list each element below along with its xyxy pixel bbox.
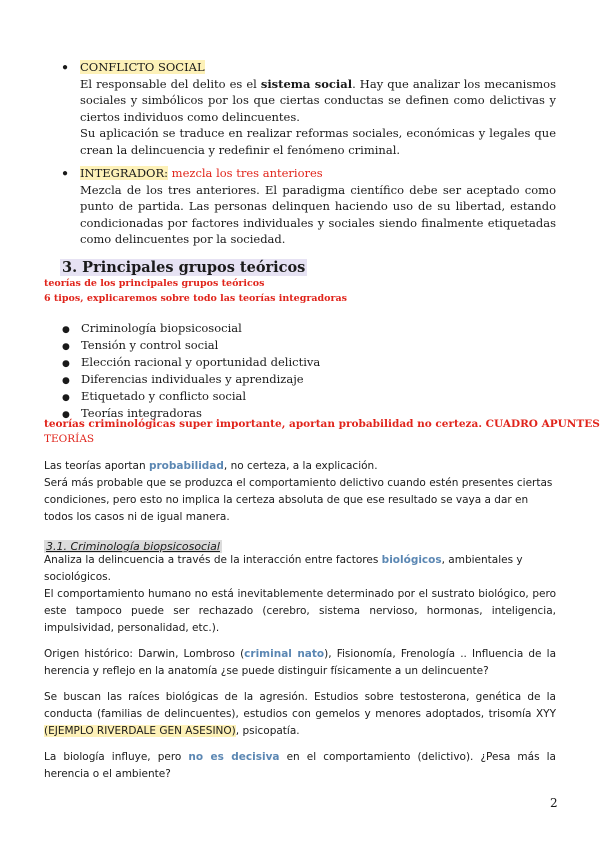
- conflicto-paragraph-2: Su aplicación se traduce en realizar reformas sociales, económicas y legales que crean la delincuencia y redefinir el fenómeno criminal.: [80, 126, 556, 157]
- section-3-1-heading: 3.1. Criminología biopsicosocial: [46, 540, 220, 553]
- list-item: ● Etiquetado y conflicto social: [62, 389, 247, 403]
- section-3-note-1: teorías de los principales grupos teóricos: [44, 278, 265, 289]
- page-number: 2: [550, 796, 558, 810]
- conditions-paragraph: Será más probable que se produzca el comportamiento delictivo cuando estén presentes ciertas condiciones, pero esto no implica la certeza absoluta de que ese resultado se vaya a dar en todos los casos ni de igual manera.: [44, 477, 553, 523]
- conflicto-paragraph-1: El responsable del delito es el sistema social. Hay que analizar los mecanismos sociales y simbólicos por los que ciertas conductas se definen como delictivas y ciertos individuos como delincuentes.: [80, 76, 556, 124]
- conflicto-label: CONFLICTO SOCIAL: [80, 60, 205, 74]
- list-item: ● Teorías integradoras: [62, 406, 202, 420]
- integrador-paragraph: Mezcla de los tres anteriores. El paradigma científico debe ser aceptado como punto de partida. Las personas delinquen haciendo uso de su libertad, estando condicionadas por factores individuales y sociales siendo finalmente etiquetadas como delincuentes por la sociedad.: [80, 182, 556, 246]
- theory-list: [62, 321, 462, 423]
- section-3-1-body: [44, 552, 556, 783]
- red-note-line-2: TEORÍAS: [44, 433, 95, 445]
- list-item: ● Elección racional y oportunidad delictiva: [62, 355, 321, 369]
- section-3-1-p2: El comportamiento humano no está inevitablemente determinado por el sustrato biológico, pero este tampoco puede ser rechazado (cerebro, sistema nervioso, hormonas, inteligencia, impulsividad, personalidad, etc.).: [44, 588, 556, 634]
- integrador-block: [80, 165, 556, 248]
- section-3-1-p4: Se buscan las raíces biológicas de la agresión. Estudios sobre testosterona, genética de la conducta (familias de delincuentes), estudios con gemelos y menores adoptados, trisomía XYY (EJEMPLO RIVERDALE GEN ASESINO), psicopatía.: [44, 691, 556, 737]
- list-item: ● Criminología biopsicosocial: [62, 321, 242, 335]
- section-3-heading: 3. Principales grupos teóricos: [62, 259, 306, 276]
- list-item: ● Diferencias individuales y aprendizaje: [62, 372, 304, 386]
- conflicto-block: [80, 59, 556, 158]
- section-3-note-2: 6 tipos, explicaremos sobre todo las teorías integradoras: [44, 293, 348, 304]
- section-3-1-p3: Origen histórico: Darwin, Lombroso (criminal nato), Fisionomía, Frenología .. Influencia de la herencia y reflejo en la anatomía ¿se puede distinguir físicamente a un delincuente?: [44, 648, 557, 677]
- integrador-heading: INTEGRADOR: mezcla los tres anteriores: [80, 166, 323, 180]
- theories-paragraphs: [44, 458, 556, 526]
- red-note-line-1: teorías criminológicas super importante, aportan probabilidad no certeza. CUADRO APUNTES: [44, 418, 600, 430]
- bullet-icon: ●: [62, 168, 69, 179]
- section-3-1-p1: Analiza la delincuencia a través de la interacción entre factores biológicos, ambientales y sociológicos.: [44, 554, 523, 583]
- bullet-icon: ●: [62, 62, 69, 73]
- section-3-1-p5: La biología influye, pero no es decisiva en el comportamiento (delictivo). ¿Pesa más la herencia o el ambiente?: [44, 751, 556, 780]
- list-item: ● Tensión y control social: [62, 338, 219, 352]
- probability-paragraph: Las teorías aportan probabilidad, no certeza, a la explicación.: [44, 460, 378, 472]
